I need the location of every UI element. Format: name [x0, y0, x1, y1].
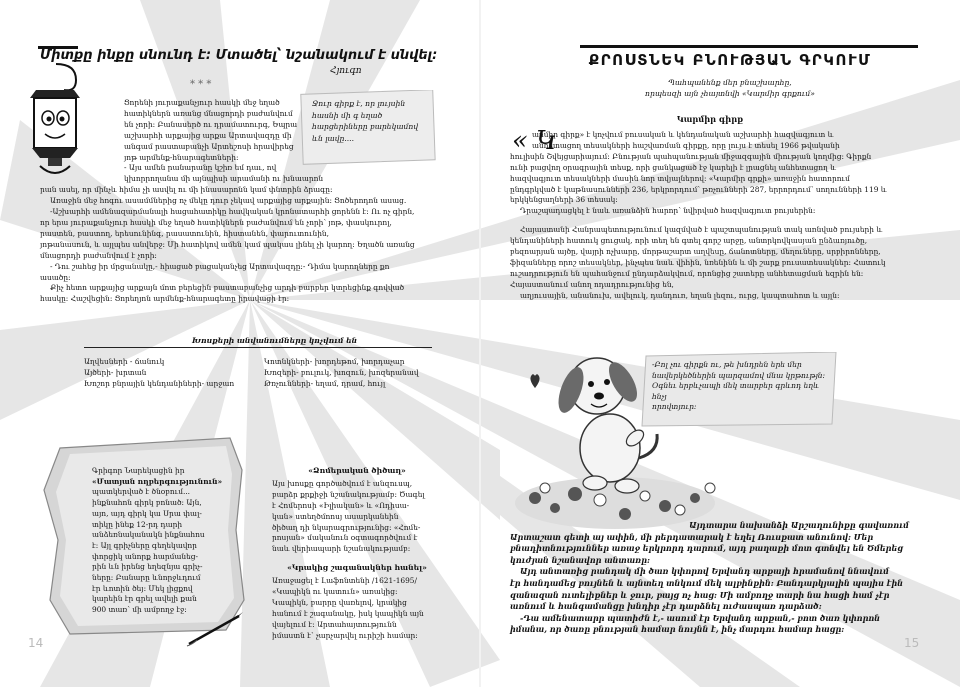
parchment-line: րին ևն իրենց եղեզնյա գրիչ-	[92, 562, 203, 572]
phrase-line: րոսյան» մականուն օգտագործվում է	[272, 533, 418, 543]
story-line: բնադիտնություններ առաջ երկրորդ դարում, այդ բաղաքի մոտ գտնվել են Ծմերեց	[510, 543, 904, 554]
parchment-line: անձեռնականակն ինքնահոս	[92, 530, 205, 540]
paragraph-line: ուշադրություն են պահանջում ընդարձակվում, որոնցից շատերը անհետացման եզրին են:	[510, 268, 864, 278]
note-line: հասնի մի գ եղած	[312, 110, 383, 120]
animal-groups-list	[84, 356, 454, 389]
parchment-line: «Մատյան ողբերգությունուն»	[92, 476, 223, 486]
list-item: Աղվեսների - ճանուկ	[84, 357, 165, 366]
parchment-line: պատկերված է ծնօբում...	[92, 487, 191, 497]
paragraph-line: հատիկներն առանց մնացորդի բաժանվում	[124, 108, 293, 118]
parchment-line: է։ Այլ գրիչները գեղեկավոր	[92, 540, 197, 550]
paragraph-line: հազվագյուտ տեսակների մասին նոր տվյալներով: «Կարմիր գրքի» առաջին հատորում	[510, 173, 850, 183]
phrase-line: հանում է շագանակը, իսկ կապիկն այն	[272, 608, 424, 618]
note-line: հարցերիները բարեկամով	[312, 122, 419, 131]
quill-pen-icon	[185, 610, 245, 650]
list-item: Խոզերի- բուլուկ, խոզուն, խոզերանավ	[264, 368, 419, 377]
paragraph-line: Դրաշպադացկել է նաև առանձին հարոր՝ նվիրված հազվագյուտ բույսերին:	[520, 206, 816, 216]
page-number-left: 14	[28, 636, 44, 650]
note-line: որովտյուր:	[652, 402, 697, 411]
paragraph-line: րաստեն, բաստող, երեսունինգ, րասատունին, հիստանեն, փարուտունին,	[40, 228, 329, 238]
phrases-column	[272, 466, 442, 642]
parchment-line: կարեին էր գրել ավելի քան	[92, 594, 197, 604]
parchment-line: Գրիգոր Նարեկացին իր	[92, 466, 185, 475]
paragraph-line: րան ասել, որ մինչև հիմա չի ասվել ու մի ինասարոնն կամ փնտրին ձրագը։	[40, 185, 333, 195]
paragraph-line: կենդանիների հատուկ ցուցակ, որի տեղ են գտել գորշ արջը, անտրկովկասյան ընձառյուծը,	[510, 236, 868, 246]
parchment-line: տիկը ինեք 12-րդ դարի	[92, 519, 183, 529]
phrase-line: իմաստն է՝ չարչարվել ուրիշի համար։	[272, 630, 418, 640]
butterfly-icon	[530, 374, 539, 388]
paragraph-line: աշխարհի արքայից արքա Արտավազդը մի	[124, 130, 292, 140]
legend-story	[510, 520, 928, 636]
paragraph-line: որ երա յուրաքանչյուր հասկի մեջ եղած հատիկներն բաժանվում են չորի՝ յոթ, փասկուրոլ,	[40, 217, 392, 227]
right-page-title: ՔՐՈՍՏՆԵԿ ԲՆՈՒԹՅԱՆ ԳՐԿՈՒՄ	[588, 51, 872, 69]
phrase-line: նաև վերիապարի նշանակությամբ։	[272, 544, 411, 554]
left-page-title: Միտքը ինքը սնունդ է։ Մտածել՝ նշանակում է սնվել։	[40, 48, 438, 63]
note-line: -Բոլ չու գիրքն ու, թե խնդրեն երե մեր	[652, 360, 802, 369]
note-line: ևն լավը....	[312, 133, 355, 143]
list-item: Կոտնկների- խորդեթոմ, խորդաչար	[264, 357, 405, 366]
list-item: Թռչունների- եղամ, դրամ, հույլ	[264, 379, 386, 388]
parchment-line: ները։ Բանարը ևնորջևդում	[92, 573, 201, 583]
parchment-line: փորցիկ անորք հարմանեց-	[92, 551, 198, 561]
groups-column-left	[84, 356, 264, 389]
note-line: Օգնեւ երբևչապի մեկ տարբեր գրևոդ եղև հնչյ	[652, 381, 820, 401]
story-line: կուժյան նշանավոր անտառը:	[510, 554, 650, 565]
parchment-text	[92, 466, 232, 616]
story-line: -Դա ամենատարր պատիժն է,- ասում էր Երվանդ արքան,- բոտ ծառ կփորոն	[520, 612, 881, 623]
title-author: Հյուգո	[330, 66, 362, 76]
groups-column-right	[264, 356, 452, 389]
parchment-line: էր ևոտին ծեյ։ Մեկ լիցքով	[92, 583, 193, 593]
paragraph-line: ունի բացվող օրագրային տեսք, որի ցանկացած էջ կարելի է լրացնել անհետացող և	[510, 162, 836, 172]
paragraph-line: Ցորենի յուրաքանչյուր հասկի մեջ եղած	[124, 98, 280, 107]
paragraph-line: ասածը։	[40, 272, 71, 282]
phrase-line: վայելում է։ Արտահայտությունն	[272, 619, 397, 629]
phrase-line: կան» ստեղծմոոսյ ասարկանեին	[272, 511, 399, 521]
phrase-line: «Կապիկն ու կատուն» առակից։	[272, 587, 398, 597]
paragraph-line: անգամ րաստաբանչի Արտեշոսի հրավիրեց	[124, 141, 294, 151]
paragraph-line: մնացորդի բաժանվում է չորի։	[40, 250, 157, 260]
paragraph-line: հուլիսին Շվեյցարիայում: Բնության պահպանության միջազգային միության կողմից: Գիրքն	[510, 151, 872, 161]
phrase-heading: «Կրակից շագանակներ հանել»	[287, 563, 427, 573]
paragraph-line: ընդգրկված է կաթնասունների 236, երկրորդում՝ թռչունների 287, երրորդում՝ սողունների 119 և	[510, 184, 887, 194]
paragraph-line: բեզոարյան այծը, վայրի ոչխարը, մորթաշարտ աղվեսը, ճանոտները, մեղուները, սրբիրոնները,	[510, 247, 881, 257]
story-line: զանազան ուտելիքներ և ջուր, բայց ոչ հաց: Մի ամբողջ տարի նա հացի համ չէր	[510, 589, 890, 600]
drop-cap: « Կ	[512, 126, 558, 156]
phrase-line: Այս խոսքը գործածվում է անզուսպ,	[272, 478, 413, 488]
phrase-line: Առաջացել է Լաֆոնտենի /1621-1695/	[272, 576, 417, 586]
paragraph-line: են չորի։ Բանասերծ ու դրամատուրգ, Եպրա	[124, 119, 298, 129]
paragraph-line: ֆիզանները որոշ տեսակներ, ինչպես նաև վիհին, նռենինն և մի շարք բուսատեսակներ: Հատուկ	[510, 257, 886, 267]
right-page-subtitle	[560, 77, 900, 99]
list-item: Խոշոր բնրային կենդանիների- արջաո	[84, 379, 235, 388]
paragraph-line: -Աշխարհի ամենազարմանալի հացահատիկը հավկական կրոնատարհի ցորենն է։ Ու ոչ գիրն,	[50, 207, 415, 217]
paragraph-line: Հայաստանում անող ոդադրությունից են,	[510, 279, 674, 289]
paragraph-line: Առաջին մեջ հոգու ասամմներից ոչ մեկը դուր չեկավ արքայից արքային։ Ցոծերոդոն ասաց․	[50, 196, 407, 206]
subtitle-line: Պահպանենք մեր բնաշխարհը,	[668, 78, 792, 87]
separator-stars: * * *	[190, 79, 212, 90]
story-line: էր հանդամեց բույնեն և այնտեղ տնկում մեկ ալբինքին: Բանդարկյալին պայիս էին	[510, 577, 903, 588]
paragraph-line: - Այս ամեն րանարանը կշիռ եմ դաւ, ով	[124, 163, 277, 173]
parchment-line: այո, այդ գիրկ կա Սրա փալ-	[92, 508, 202, 518]
paragraph-line: կխորրողանա մի այնպիսի արամանի ու խնաարոն	[124, 174, 324, 184]
parchment-line: ինքնահոն գիրկ բոնած։ Այն,	[92, 498, 202, 508]
paragraph-line: անհետացող տեսակների հաշվառման գիրքը, որը լույս է տեսել 1966 թվականի	[532, 140, 840, 150]
note-line: Ջուր գիրք է, որ լույսին	[312, 99, 406, 108]
paragraph-line: Հայաստանի Հանրապետությունում կազմված է պաշտպանության տակ առնված բույսերի և	[520, 225, 883, 235]
list-item: Այծերի- խրտան	[84, 368, 147, 377]
story-line: Արտաշատ գետի այ ափին, մի րերդատարակ է եղել Ռուսքատ անունով: Մեր	[510, 531, 874, 542]
quote-note-text	[652, 360, 832, 413]
paragraph-line: արմիր գիրք» է կոչվում բուսական և կենդանական աշխարհի հազվագյուտ և	[532, 130, 834, 139]
page-number-right: 15	[904, 636, 920, 650]
right-article-body	[510, 130, 928, 302]
animal-groups-heading: Խոսքերի անվանումները կոչվում են	[192, 336, 358, 345]
section-heading: Կարմիր գիրք	[676, 114, 744, 124]
parchment-line: 900 տառ՝ մի ամբողջ էջ։	[92, 605, 187, 615]
phrase-line: է Հոմերոսի «Իլիական» և «Ոդիսա-	[272, 500, 410, 510]
paragraph-line: - Դու շահեց իր մրցանակը,- հիացած բացականչեց Արտավազդը։- Դիմա կարողները քո	[50, 261, 390, 271]
phrase-heading: «Ձոմերական ծիծաղ»	[308, 466, 406, 475]
story-line: Այդտարա նախանձի Արշաղունիքը գավառում	[689, 520, 909, 530]
paragraph-line: յոթ արմենք-հնարագետների։	[124, 152, 239, 162]
subtitle-line: որպեսզի այն չհայտնվի «Կարմիր գրքում»	[645, 89, 815, 98]
story-line: Այդ անտառից րանդակ մի ծառ կփորով Երվանդ արքայի հրամանով ննավում	[520, 566, 889, 577]
title-rule	[580, 45, 918, 48]
paragraph-line: աղյուսային, անանուխ, ավելուկ, դանդուռ, եղան լեզու, ուրց, կապտահոտ և այլն:	[520, 290, 840, 300]
paragraph-line: հասկը։ Հաշվեցին։ Ցորեղյոն արմենք-հնարագետը իրավացի էր։	[40, 294, 290, 304]
phrase-line: Կապիկն, բարրը վառելով, կրակից	[272, 597, 407, 607]
story-line: առնում և հանգամանցը խնդիր չէր դարձնել ուժասպառ դարձած:	[510, 601, 822, 612]
paragraph-line: երկկենցաղների 36 տեսակ:	[510, 195, 618, 205]
phrase-line: բարձր քրքիջի նշանակությամբ։ Ծագել	[272, 489, 425, 499]
paragraph-line: յոթանասուն, և այլպես անվերջ։ Մի հատիկով ամեն կամ պակաս լինել չի կարող։ Եղածն առանց	[40, 239, 415, 249]
note-line: նավերկեծներին պարզամով մնա կրթությն:	[652, 370, 826, 380]
paragraph-line: Քիչ հետո արքայից արքայն մոտ բերեցին բաստաբանչից արդի բարբեր կտրեցինք գովված	[50, 283, 405, 293]
story-line: իմանա, որ ծառը բնության համար նույնն է, ինչ մարդու համար հացը:	[510, 624, 845, 635]
left-article-body	[40, 98, 450, 305]
phrase-line: ծիծաղ դի նկարագրությունից։ «Հոմե-	[272, 522, 421, 532]
heading-rule	[84, 347, 432, 348]
